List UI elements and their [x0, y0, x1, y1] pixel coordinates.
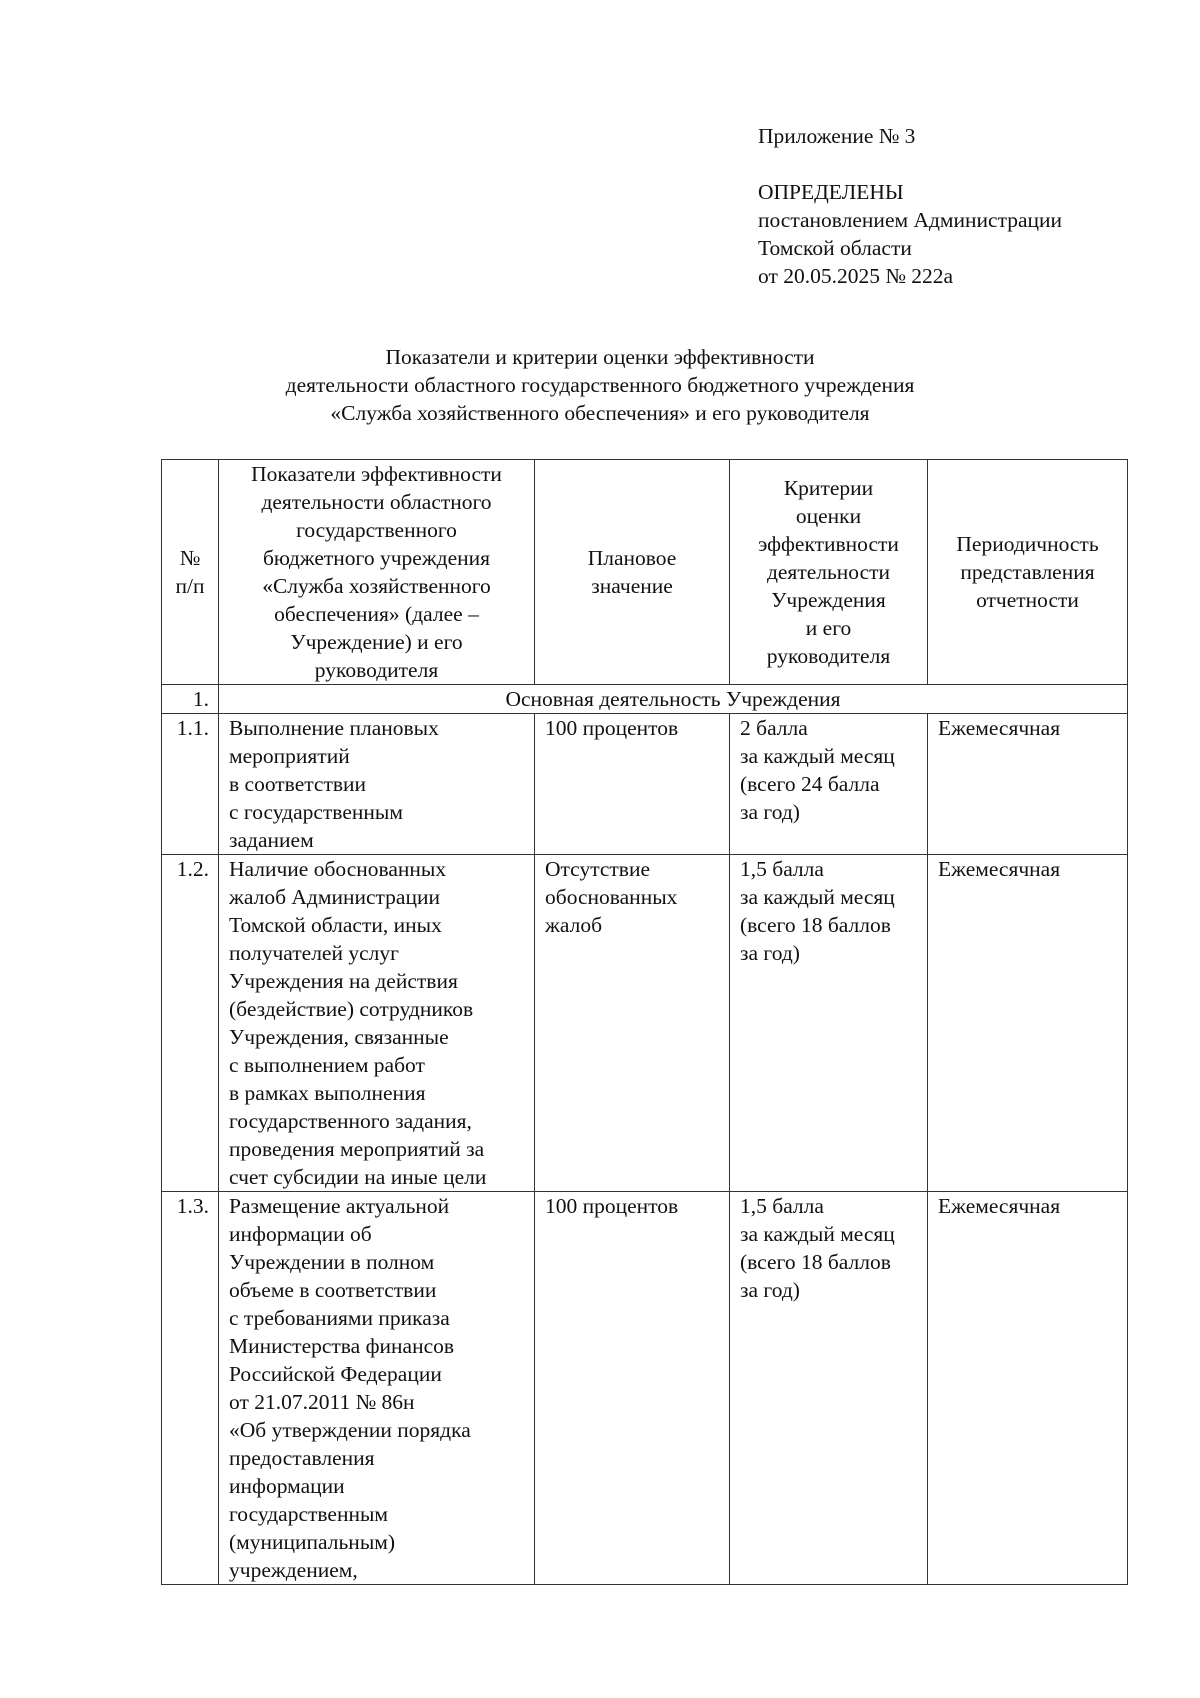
header-text-line: значение: [591, 574, 673, 598]
row-indicator-line: Томской области, иных: [229, 913, 442, 937]
row-indicator-line: предоставления: [229, 1446, 375, 1470]
header-text-line: оценки: [795, 504, 862, 528]
row-plan-line: 100 процентов: [545, 716, 679, 740]
header-text-line: представления: [960, 560, 1095, 584]
row-indicator-line: государственным: [229, 1502, 389, 1526]
table-row: [162, 714, 1128, 855]
row-indicator-line: Выполнение плановых: [229, 716, 439, 740]
header-text-line: №: [179, 546, 201, 570]
table-row: [162, 1192, 1128, 1585]
header-num: [162, 460, 219, 685]
approval-line: Томской области: [758, 236, 912, 260]
row-criteria-line: 1,5 балла: [740, 857, 824, 881]
row-indicator-line: счет субсидии на иные цели: [229, 1165, 487, 1189]
row-indicator-line: (бездействие) сотрудников: [229, 997, 474, 1021]
row-num: 1.1.: [162, 714, 219, 855]
section-row: [162, 685, 1128, 714]
row-criteria-line: (всего 18 баллов: [740, 1250, 891, 1274]
header-criteria: [730, 460, 928, 685]
row-indicator-line: информации об: [229, 1222, 372, 1246]
row-num: 1.3.: [162, 1192, 219, 1585]
appendix-label: Приложение № 3: [758, 124, 916, 148]
row-indicator-line: (муниципальным): [229, 1530, 396, 1554]
row-indicator: [219, 1192, 535, 1585]
row-period: Ежемесячная: [928, 714, 1128, 855]
header-indicator: [219, 460, 535, 685]
table-row: [162, 855, 1128, 1192]
header-text-line: бюджетного учреждения: [262, 546, 491, 570]
title-line: деятельности областного государственного бюджетного учреждения: [285, 373, 915, 397]
row-criteria-line: (всего 18 баллов: [740, 913, 891, 937]
table-header-row: [162, 460, 1128, 685]
header-text-line: отчетности: [976, 588, 1079, 612]
header-text-line: Периодичность: [956, 532, 1099, 556]
header-text-line: Учреждения: [771, 588, 886, 612]
row-indicator-line: в рамках выполнения: [229, 1081, 426, 1105]
header-text-line: обеспечения» (далее –: [274, 602, 479, 626]
section-num: 1.: [162, 685, 219, 714]
row-criteria-line: за каждый месяц: [740, 744, 895, 768]
header-text-line: и его: [805, 616, 852, 640]
row-indicator-line: в соответствии: [229, 772, 367, 796]
row-criteria-line: (всего 24 балла: [740, 772, 880, 796]
approval-block: [758, 122, 1062, 290]
row-indicator-line: от 21.07.2011 № 86н: [229, 1390, 415, 1414]
row-indicator-line: Министерства финансов: [229, 1334, 455, 1358]
header-text-line: деятельности: [766, 560, 891, 584]
row-indicator-line: мероприятий: [229, 744, 350, 768]
row-plan-line: 100 процентов: [545, 1194, 679, 1218]
header-text-line: руководителя: [314, 658, 439, 682]
row-plan: [535, 1192, 730, 1585]
header-text-line: руководителя: [766, 644, 891, 668]
title-line: «Служба хозяйственного обеспечения» и его руководителя: [330, 401, 870, 425]
row-indicator-line: проведения мероприятий за: [229, 1137, 485, 1161]
header-text-line: Показатели эффективности: [251, 462, 502, 486]
row-criteria: [730, 714, 928, 855]
row-criteria-line: за каждый месяц: [740, 885, 895, 909]
header-text-line: Плановое: [587, 546, 677, 570]
header-period: [928, 460, 1128, 685]
row-indicator-line: заданием: [229, 828, 314, 852]
indicators-table: [161, 459, 1128, 1585]
row-indicator-line: с государственным: [229, 800, 403, 824]
row-plan: [535, 855, 730, 1192]
row-indicator-line: государственного задания,: [229, 1109, 472, 1133]
row-plan-line: жалоб: [545, 913, 603, 937]
row-indicator-line: с выполнением работ: [229, 1053, 425, 1077]
row-criteria: [730, 1192, 928, 1585]
row-criteria-line: 1,5 балла: [740, 1194, 824, 1218]
row-plan: [535, 714, 730, 855]
row-period: Ежемесячная: [928, 1192, 1128, 1585]
row-indicator-line: Учреждения, связанные: [229, 1025, 449, 1049]
row-indicator-line: Учреждения на действия: [229, 969, 458, 993]
header-text-line: п/п: [175, 574, 205, 598]
row-criteria-line: за год): [740, 1278, 800, 1302]
row-indicator-line: информации: [229, 1474, 345, 1498]
row-indicator-line: Размещение актуальной: [229, 1194, 450, 1218]
row-indicator-line: учреждением,: [229, 1558, 358, 1582]
header-text-line: эффективности: [758, 532, 899, 556]
row-plan-line: обоснованных: [545, 885, 678, 909]
row-criteria-line: 2 балла: [740, 716, 808, 740]
row-period: Ежемесячная: [928, 855, 1128, 1192]
header-plan: [535, 460, 730, 685]
section-title: Основная деятельность Учреждения: [219, 685, 1128, 714]
row-indicator: [219, 714, 535, 855]
row-indicator-line: с требованиями приказа: [229, 1306, 450, 1330]
title-line: Показатели и критерии оценки эффективности: [385, 345, 815, 369]
row-indicator: [219, 855, 535, 1192]
row-indicator-line: получателей услуг: [229, 941, 399, 965]
row-plan-line: Отсутствие: [545, 857, 650, 881]
header-text-line: Учреждение) и его: [290, 630, 463, 654]
row-criteria: [730, 855, 928, 1192]
header-text-line: Критерии: [783, 476, 874, 500]
row-indicator-line: Наличие обоснованных: [229, 857, 447, 881]
row-indicator-line: Российской Федерации: [229, 1362, 442, 1386]
row-indicator-line: жалоб Администрации: [229, 885, 440, 909]
document-title: [0, 343, 1200, 427]
row-indicator-line: Учреждении в полном: [229, 1250, 435, 1274]
header-text-line: государственного: [296, 518, 457, 542]
row-indicator-line: объеме в соответствии: [229, 1278, 437, 1302]
header-text-line: «Служба хозяйственного: [262, 574, 491, 598]
row-indicator-line: «Об утверждении порядка: [229, 1418, 471, 1442]
approval-date: от 20.05.2025 № 222а: [758, 264, 954, 288]
row-criteria-line: за год): [740, 941, 800, 965]
row-criteria-line: за год): [740, 800, 800, 824]
header-text-line: деятельности областного: [261, 490, 492, 514]
approval-status: ОПРЕДЕЛЕНЫ: [758, 180, 904, 204]
approval-line: постановлением Администрации: [758, 208, 1063, 232]
row-num: 1.2.: [162, 855, 219, 1192]
row-criteria-line: за каждый месяц: [740, 1222, 895, 1246]
